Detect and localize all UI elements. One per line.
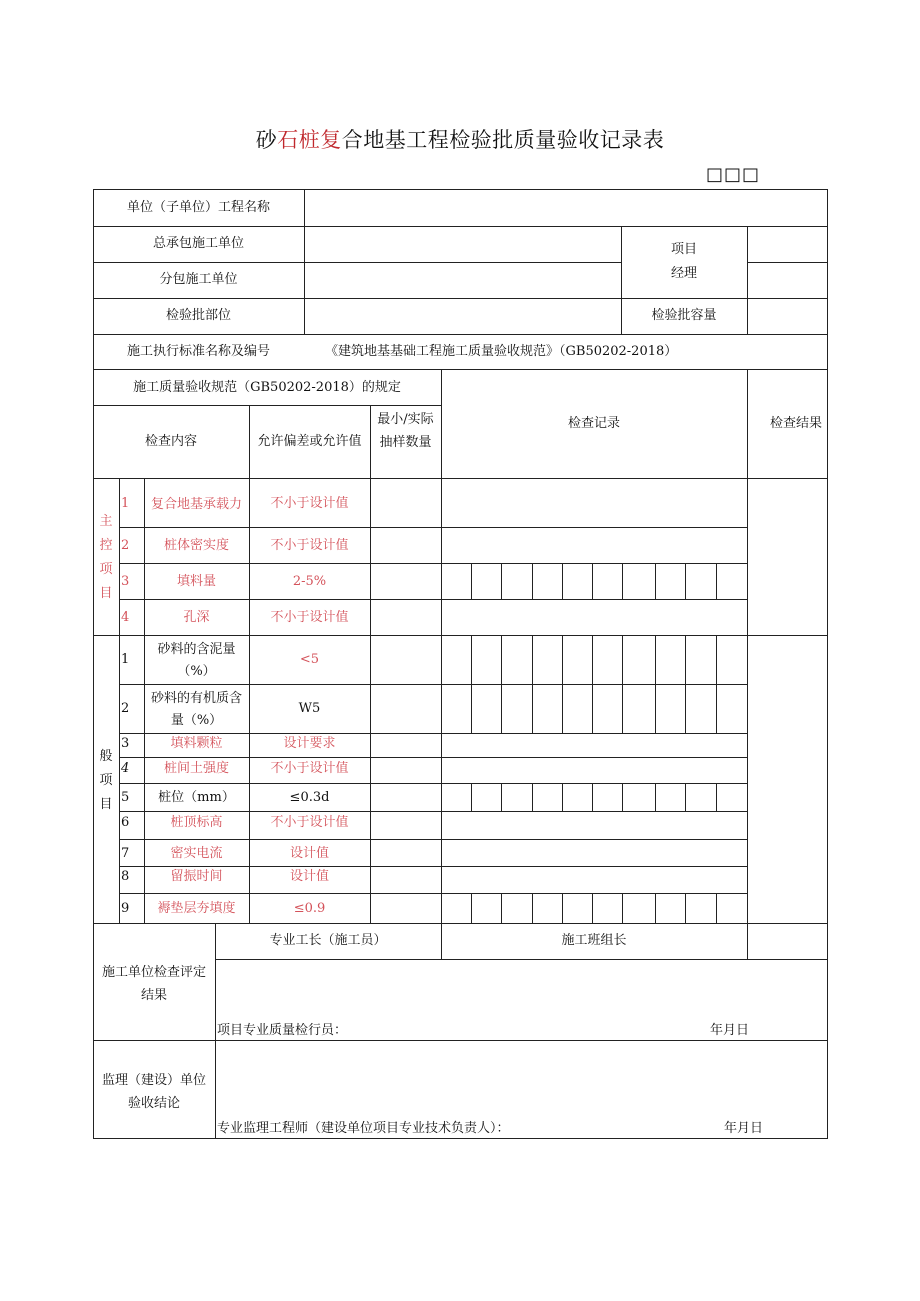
general-item-name: 褥垫层夯填度 [157,901,236,916]
unit-project-name-label: 单位（子单位）工程名称 [126,200,270,215]
spec-header: 施工质量验收规范（GB50202-2018）的规定 [133,380,401,395]
general-item-no: 2 [121,701,130,716]
general-item-name-cont: （%） [177,664,216,679]
allowance-header: 允许偏差或允许值 [257,434,362,449]
batch-location-label: 检验批部位 [165,308,231,323]
general-item-value: 设计要求 [283,736,336,751]
general-item-name: 密实电流 [170,846,223,861]
title-part-2: 合地基工程检验批质量验收记录表 [341,128,665,152]
general-item-no: 6 [121,815,130,830]
general-item-no: 8 [121,869,130,884]
record-header: 检查记录 [567,416,620,431]
main-group-char: 主 [99,514,113,529]
main-group-char: 项 [99,562,113,577]
main-item-no: 2 [121,538,130,553]
standard-label: 施工执行标准名称及编号 [126,344,270,359]
project-manager-label-1: 项目 [670,242,697,257]
general-item-value: ≤0.3d [289,790,330,805]
general-item-value: <5 [299,652,320,667]
general-item-no: 3 [121,736,130,751]
construction-date-label: 年月日 [710,1023,750,1038]
main-group-char: 控 [99,538,113,553]
supervision-engineer-label: 专业监理工程师（建设单位项目专业技术负责人）： [217,1121,510,1136]
main-item-value: 不小于设计值 [270,610,349,625]
main-item-name: 填料量 [176,574,216,589]
form-code: □□□ [706,164,761,185]
general-item-value: W5 [298,701,321,716]
batch-capacity-label: 检验批容量 [651,308,717,323]
supervision-label-2: 验收结论 [127,1096,180,1111]
result-header: 检查结果 [770,416,823,431]
standard-value: 《建筑地基基础工程施工质量验收规范》（GB50202-2018） [325,344,678,359]
main-item-no: 3 [121,574,130,589]
main-item-value: 2-5% [292,574,327,589]
general-item-name: 填料颗粒 [170,736,223,751]
main-group-char: 目 [99,586,113,601]
quality-inspector-label: 项目专业质量检行员： [217,1023,348,1038]
general-group-char: 目 [99,797,113,812]
sample-header-2: 抽样数量 [379,435,432,450]
construction-label-2: 结果 [140,988,167,1003]
general-item-name: 砂料的有机质含 [150,691,242,706]
team-leader-label: 施工班组长 [561,933,627,948]
title-part-red: 石桩复 [277,128,342,152]
main-item-no: 4 [121,610,130,625]
main-item-name: 复合地基承载力 [150,497,242,512]
page-title [0,124,920,154]
sample-header-1: 最小/实际 [377,412,434,427]
general-item-name: 留振时间 [170,869,223,884]
foreman-label: 专业工长（施工员） [269,933,387,948]
general-item-name: 桩间土强度 [163,761,229,776]
construction-label-1: 施工单位检查评定 [101,965,206,980]
main-item-no: 1 [121,496,130,511]
supervision-label-1: 监理（建设）单位 [101,1073,206,1088]
general-item-value: 不小于设计值 [270,815,349,830]
general-item-name-cont: 量（%） [170,713,223,728]
general-item-value: 不小于设计值 [270,761,349,776]
general-item-name: 桩位（mm） [158,790,235,805]
general-item-no: 4 [121,761,130,776]
general-item-name: 桩顶标高 [170,815,223,830]
general-group-char: 项 [99,773,113,788]
general-item-no: 5 [121,790,130,805]
general-item-no: 7 [121,846,130,861]
general-item-no: 1 [121,652,130,667]
main-item-value: 不小于设计值 [270,496,349,511]
general-item-value: ≤0.9 [293,901,326,916]
general-contractor-label: 总承包施工单位 [152,236,244,251]
content-header: 检查内容 [144,434,197,449]
general-item-no: 9 [121,901,130,916]
title-part-1: 砂 [255,128,278,152]
general-item-value: 设计值 [289,846,329,861]
project-manager-label-2: 经理 [670,266,697,281]
general-item-value: 设计值 [289,869,329,884]
subcontractor-label: 分包施工单位 [159,272,238,287]
general-item-name: 砂料的含泥量 [157,642,236,657]
main-item-name: 桩体密实度 [163,538,229,553]
supervision-date-label: 年月日 [724,1121,764,1136]
main-item-name: 孔深 [183,610,210,625]
main-item-value: 不小于设计值 [270,538,349,553]
general-group-char: 般 [99,749,113,764]
